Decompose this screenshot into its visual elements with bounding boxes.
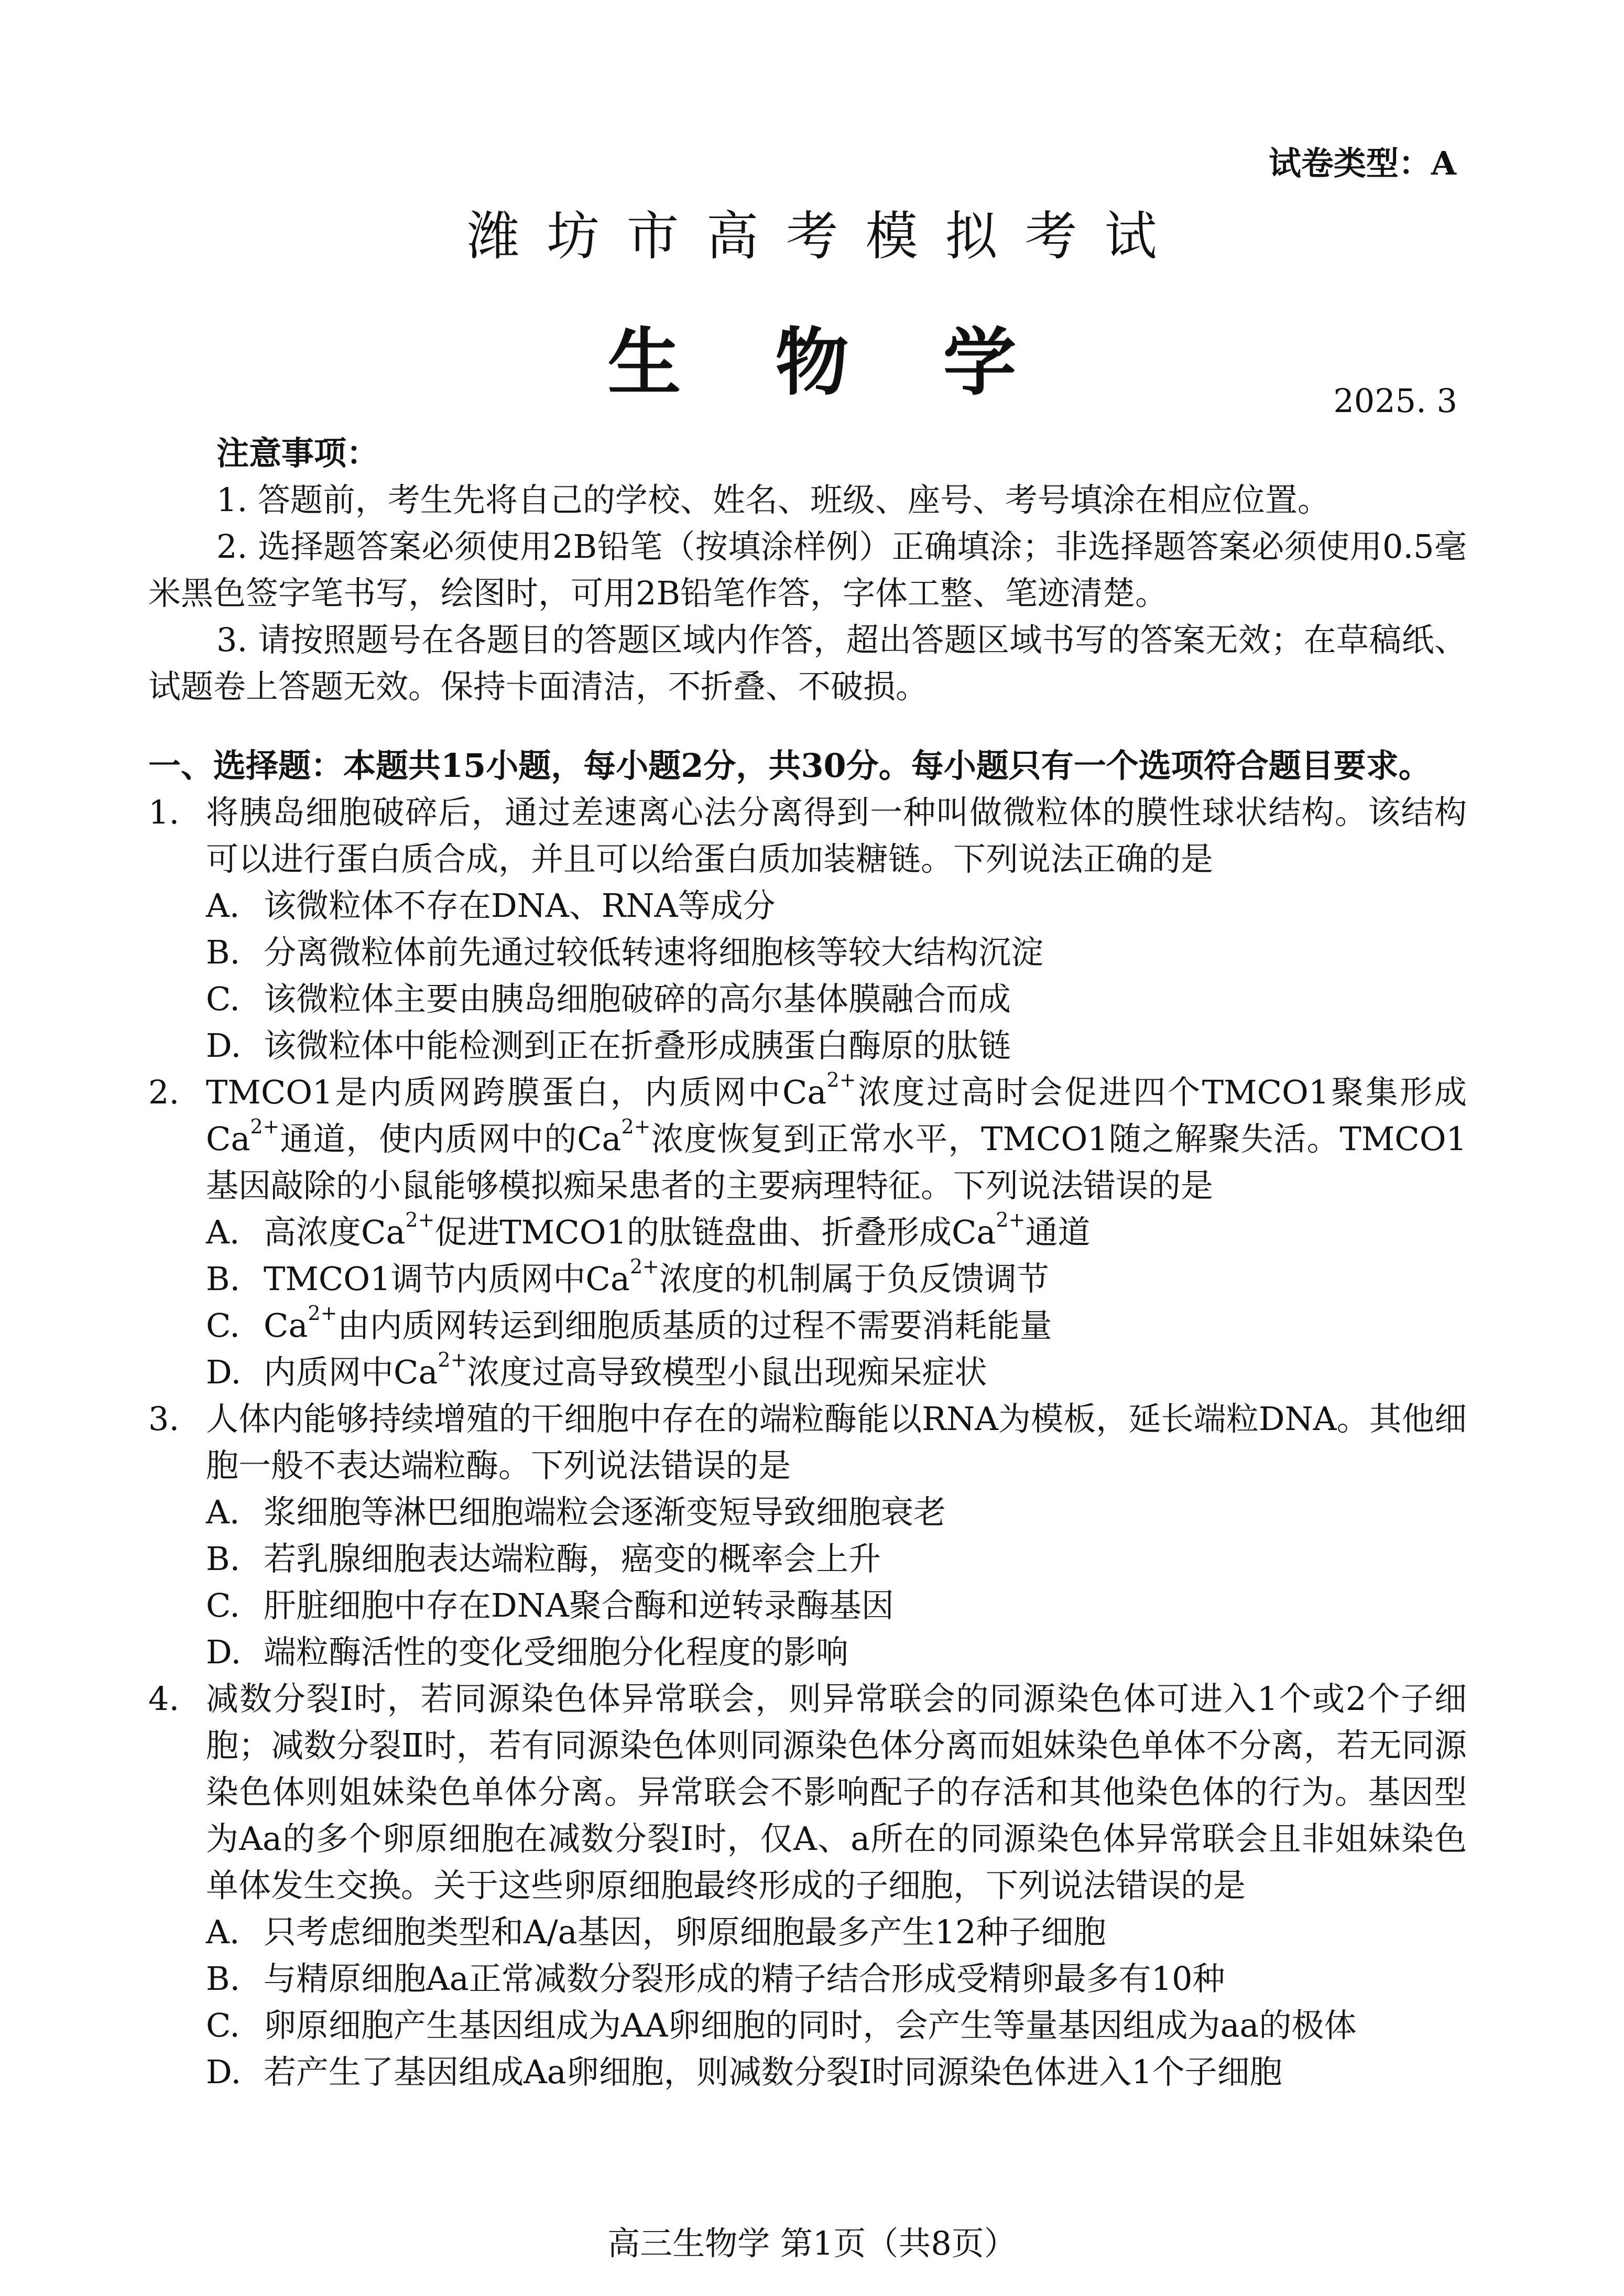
question-2 — [148, 1069, 1467, 1209]
option-b — [206, 929, 1467, 976]
option-text: TMCO1调节内质网中$Ca^{2+}$浓度的机制属于负反馈调节 — [264, 1255, 1050, 1298]
option-text: 该微粒体中能检测到正在折叠形成胰蛋白酶原的肽链 — [264, 1026, 1011, 1065]
option-label: C. — [206, 1306, 240, 1345]
option-a — [206, 1489, 1467, 1535]
paper-type-label: 试卷类型：A — [1268, 144, 1456, 182]
option-text: 浆细胞等淋巴细胞端粒会逐渐变短导致细胞衰老 — [264, 1493, 946, 1531]
question-1-options — [148, 882, 1467, 1069]
option-text: 若产生了基因组成Aa卵细胞，则减数分裂Ⅰ时同源染色体进入1个子细胞 — [264, 2053, 1282, 2091]
option-label: C. — [206, 980, 240, 1018]
option-label: A. — [206, 1213, 240, 1251]
exam-title: 潍坊市高考模拟考试 — [467, 205, 1184, 267]
option-b — [206, 1955, 1467, 2002]
section-title: 一、选择题：本题共15小题，每小题2分，共30分。每小题只有一个选项符合题目要求。 — [148, 746, 1431, 785]
option-label: D. — [206, 1026, 242, 1065]
question-4-options — [148, 1909, 1467, 2095]
question-2-options — [148, 1209, 1467, 1395]
option-label: A. — [206, 1913, 240, 1951]
question-1 — [148, 789, 1467, 882]
option-label: B. — [206, 1260, 241, 1298]
option-text: 分离微粒体前先通过较低转速将细胞核等较大结构沉淀 — [264, 933, 1044, 971]
subject-title: 生物学 — [607, 320, 1111, 406]
option-a — [206, 1909, 1467, 1955]
option-text: 该微粒体主要由胰岛细胞破碎的高尔基体膜融合而成 — [264, 980, 1011, 1018]
option-text: 肝脏细胞中存在DNA聚合酶和逆转录酶基因 — [264, 1586, 894, 1624]
option-c — [206, 1302, 1467, 1349]
option-text: 内质网中$Ca^{2+}$浓度过高导致模型小鼠出现痴呆症状 — [264, 1348, 987, 1391]
option-d — [206, 2049, 1467, 2095]
question-stem: 减数分裂Ⅰ时，若同源染色体异常联会，则异常联会的同源染色体可进入1个或2个子细胞；减数分裂Ⅱ时，若有同源染色体则同源染色体分离而姐妹染色单体不分离，若无同源染色体则姐妹染色单体分离。异常联会不影响配子的存活和其他染色体的行为。基因型为Aa的多个卵原细胞在减数分裂Ⅰ时，仅A、a所在的同源染色体异常联会且非姐妹染色单体发生交换。关于这些卵原细胞最终形成的子细胞，下列说法错误的是 — [206, 1680, 1467, 1904]
option-text: 高浓度$Ca^{2+}$促进TMCO1的肽链盘曲、折叠形成$Ca^{2+}$通道 — [264, 1208, 1091, 1251]
option-a — [206, 1209, 1467, 1255]
question-3 — [148, 1395, 1467, 1489]
option-label: A. — [206, 1493, 240, 1531]
notice-heading: 注意事项： — [216, 434, 379, 472]
option-d — [206, 1022, 1467, 1069]
question-3-options — [148, 1489, 1467, 1675]
option-text: 只考虑细胞类型和A/a基因，卵原细胞最多产生12种子细胞 — [264, 1913, 1106, 1951]
option-text: 端粒酶活性的变化受细胞分化程度的影响 — [264, 1633, 849, 1671]
question-number: 3. — [148, 1400, 180, 1438]
option-label: A. — [206, 886, 240, 925]
question-stem: 将胰岛细胞破碎后，通过差速离心法分离得到一种叫做微粒体的膜性球状结构。该结构可以进行蛋白质合成，并且可以给蛋白质加装糖链。下列说法正确的是 — [206, 793, 1467, 878]
option-label: B. — [206, 1959, 241, 1998]
question-stem: TMCO1是内质网跨膜蛋白，内质网中$Ca^{2+}$浓度过高时会促进四个TMCO1聚集形成$Ca^{2+}$通道，使内质网中的$Ca^{2+}$浓度恢复到正常水平，TMCO1随之解聚失活。TMCO1基因敲除的小鼠能够模拟痴呆患者的主要病理特征。下列说法错误的是 — [206, 1068, 1467, 1205]
option-text: 与精原细胞Aa正常减数分裂形成的精子结合形成受精卵最多有10种 — [264, 1959, 1225, 1998]
option-b — [206, 1535, 1467, 1582]
option-label: D. — [206, 2053, 242, 2091]
option-label: B. — [206, 933, 241, 971]
notice-item: 2. 选择题答案必须使用2B铅笔（按填涂样例）正确填涂；非选择题答案必须使用0.5毫米黑色签字笔书写，绘图时，可用2B铅笔作答，字体工整、笔迹清楚。 — [148, 527, 1467, 612]
option-a — [206, 882, 1467, 929]
question-4 — [148, 1675, 1467, 1909]
option-c — [206, 2002, 1467, 2049]
question-number: 2. — [148, 1073, 180, 1111]
option-text: 该微粒体不存在DNA、RNA等成分 — [264, 886, 776, 925]
question-stem: 人体内能够持续增殖的干细胞中存在的端粒酶能以RNA为模板，延长端粒DNA。其他细胞一般不表达端粒酶。下列说法错误的是 — [206, 1400, 1467, 1485]
option-label: C. — [206, 1586, 240, 1624]
notice-item: 1. 答题前，考生先将自己的学校、姓名、班级、座号、考号填涂在相应位置。 — [216, 481, 1330, 519]
option-label: D. — [206, 1353, 242, 1391]
option-label: D. — [206, 1633, 242, 1671]
option-text: 若乳腺细胞表达端粒酶，癌变的概率会上升 — [264, 1540, 881, 1578]
exam-date: 2025. 3 — [1333, 382, 1457, 420]
page-footer: 高三生物学 第1页（共8页） — [607, 2224, 1017, 2262]
option-c — [206, 976, 1467, 1022]
page-content — [148, 430, 1467, 2095]
option-text: $Ca^{2+}$由内质网转运到细胞质基质的过程不需要消耗能量 — [264, 1302, 1052, 1345]
option-label: C. — [206, 2006, 240, 2044]
question-number: 4. — [148, 1680, 180, 1718]
option-b — [206, 1255, 1467, 1302]
question-number: 1. — [148, 793, 180, 831]
notice-item: 3. 请按照题号在各题目的答题区域内作答，超出答题区域书写的答案无效；在草稿纸、试题卷上答题无效。保持卡面清洁，不折叠、不破损。 — [148, 621, 1467, 706]
option-c — [206, 1582, 1467, 1629]
option-d — [206, 1349, 1467, 1395]
option-label: B. — [206, 1540, 241, 1578]
option-text: 卵原细胞产生基因组成为AA卵细胞的同时，会产生等量基因组成为aa的极体 — [264, 2006, 1357, 2044]
option-d — [206, 1629, 1467, 1675]
